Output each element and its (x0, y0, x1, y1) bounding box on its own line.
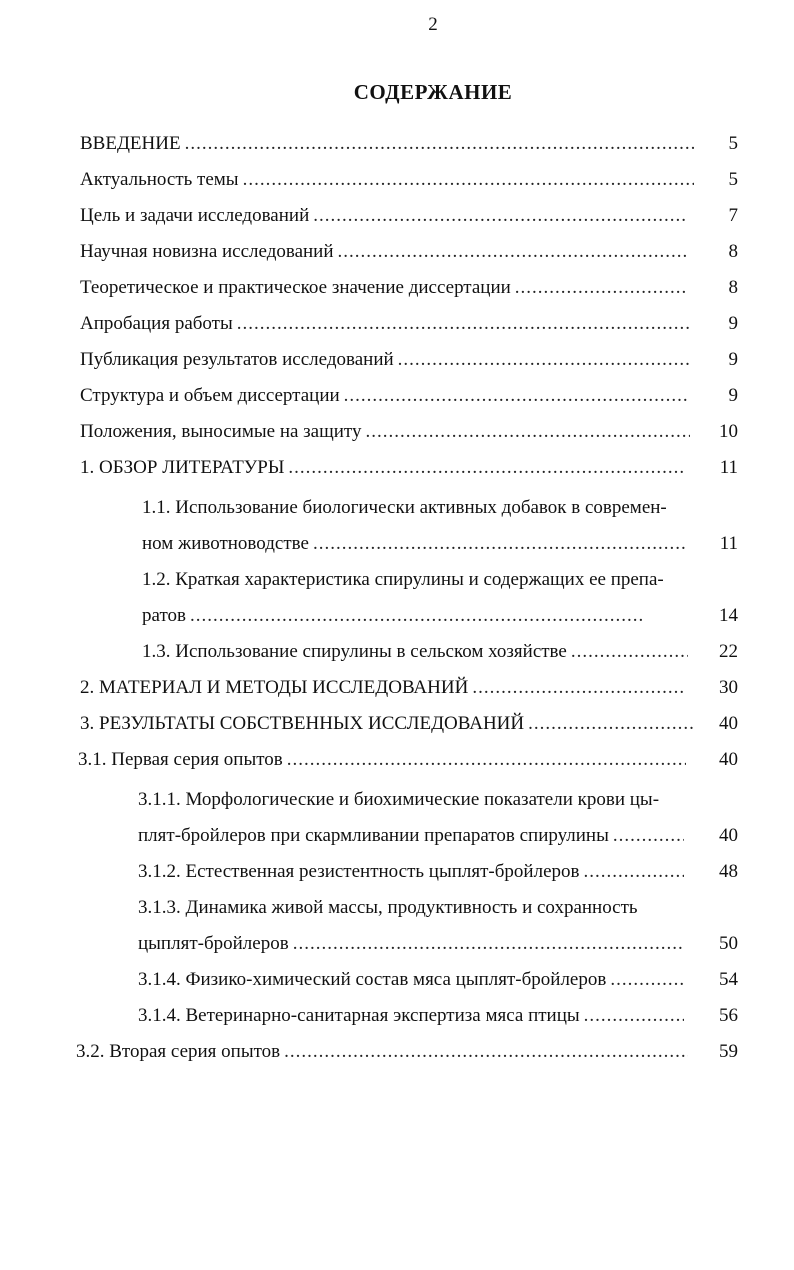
toc-page-number: 50 (719, 933, 738, 954)
toc-page-number: 40 (719, 825, 738, 846)
toc-page-number: 54 (719, 969, 738, 990)
toc-entry-spirulina-characteristics[interactable] (142, 598, 648, 634)
toc-entry-blood-indicators[interactable] (138, 818, 690, 854)
toc-entry-label: 3.2. Вторая серия опытов (76, 1041, 281, 1062)
toc-entry-label-line1[interactable]: 1.1. Использование биологически активных добавок в современ- (142, 497, 667, 518)
toc-entry-label: 1. ОБЗОР ЛИТЕРАТУРЫ (80, 457, 285, 478)
toc-entry-novelty[interactable] (80, 234, 694, 270)
toc-entry-label: 1.3. Использование спирулины в сельском хозяйстве (142, 641, 567, 662)
toc-entry-label: 3.1.4. Ветеринарно-санитарная экспертиза мяса птицы (138, 1005, 580, 1026)
toc-entry-significance[interactable] (80, 270, 694, 306)
toc-entry-spirulina-agriculture[interactable] (142, 634, 694, 670)
toc-entry-label-line2: цыплят-бройлеров (138, 933, 289, 954)
toc-page-number: 56 (719, 1005, 738, 1026)
toc-entry-label-line2: ратов (142, 605, 186, 626)
toc-entry-literature-review[interactable] (80, 450, 692, 486)
toc-entry-label: 3.1. Первая серия опытов (78, 749, 283, 770)
toc-entry-approbation[interactable] (80, 306, 696, 342)
toc-page-number: 30 (719, 677, 738, 698)
toc-entry-label: Актуальность темы (80, 169, 239, 190)
page-number: 2 (428, 14, 438, 35)
toc-page-number: 9 (728, 385, 738, 406)
toc-entry-label-line2: ном животноводстве (142, 533, 309, 554)
toc-entry-resistance[interactable] (138, 854, 690, 890)
toc-page-number: 48 (719, 861, 738, 882)
toc-entry-label: 3.1.2. Естественная резистентность цыплят-бройлеров (138, 861, 580, 882)
toc-entry-label: Апробация работы (80, 313, 233, 334)
toc-entry-label-line2: плят-бройлеров при скармливании препаратов спирулины (138, 825, 609, 846)
toc-page-number: 40 (719, 713, 738, 734)
toc-entry-label: 3.1.4. Физико-химический состав мяса цыплят-бройлеров (138, 969, 607, 990)
toc-entry-publication[interactable] (80, 342, 696, 378)
toc-entry-label-line1[interactable]: 1.2. Краткая характеристика спирулины и содержащих ее препа- (142, 569, 664, 590)
toc-entry-label: ВВЕДЕНИЕ (80, 133, 181, 154)
toc-entry-goals[interactable] (80, 198, 694, 234)
toc-page-number: 11 (719, 533, 738, 554)
toc-entry-label: Публикация результатов исследований (80, 349, 394, 370)
toc-entry-first-series[interactable] (78, 742, 692, 778)
page-title: СОДЕРЖАНИЕ (353, 80, 513, 104)
toc-entry-meat-composition[interactable] (138, 962, 690, 998)
toc-page-number: 40 (719, 749, 738, 770)
toc-page-number: 5 (728, 133, 738, 154)
toc-page-number: 59 (719, 1041, 738, 1062)
toc-entry-veterinary-expertise[interactable] (138, 998, 690, 1034)
toc-entry-label-line1[interactable]: 3.1.1. Морфологические и биохимические показатели крови цы- (138, 789, 660, 810)
toc-page-number: 22 (719, 641, 738, 662)
toc-page-number: 10 (719, 421, 738, 442)
toc-entry-label: 3. РЕЗУЛЬТАТЫ СОБСТВЕННЫХ ИССЛЕДОВАНИЙ (80, 713, 525, 734)
toc-entry-defense[interactable] (80, 414, 696, 450)
toc-entry-label: Положения, выносимые на защиту (80, 421, 362, 442)
toc-page-number: 9 (728, 349, 738, 370)
toc-entry-relevance[interactable] (80, 162, 700, 198)
toc-entry-supplements[interactable] (142, 526, 694, 562)
toc-entry-label: Структура и объем диссертации (80, 385, 340, 406)
toc-page-number: 5 (728, 169, 738, 190)
toc-entry-label-line1[interactable]: 3.1.3. Динамика живой массы, продуктивность и сохранность (138, 897, 638, 918)
toc-page-number: 8 (728, 277, 738, 298)
toc-entry-label: Научная новизна исследований (80, 241, 334, 262)
toc-entry-introduction[interactable] (80, 126, 700, 162)
toc-page-number: 8 (728, 241, 738, 262)
toc-page-number: 14 (719, 605, 738, 626)
toc-page-number: 9 (728, 313, 738, 334)
toc-page-number: 7 (728, 205, 738, 226)
toc-entry-results[interactable] (80, 706, 700, 742)
toc-entry-second-series[interactable] (76, 1034, 694, 1070)
toc-entry-label: Теоретическое и практическое значение диссертации (80, 277, 511, 298)
toc-page-number: 11 (719, 457, 738, 478)
toc-entry-label: Цель и задачи исследований (80, 205, 310, 226)
toc-entry-label: 2. МАТЕРИАЛ И МЕТОДЫ ИССЛЕДОВАНИЙ (80, 677, 469, 698)
toc-entry-materials-methods[interactable] (80, 670, 692, 706)
toc-entry-body-weight[interactable] (138, 926, 688, 962)
toc-entry-structure[interactable] (80, 378, 694, 414)
